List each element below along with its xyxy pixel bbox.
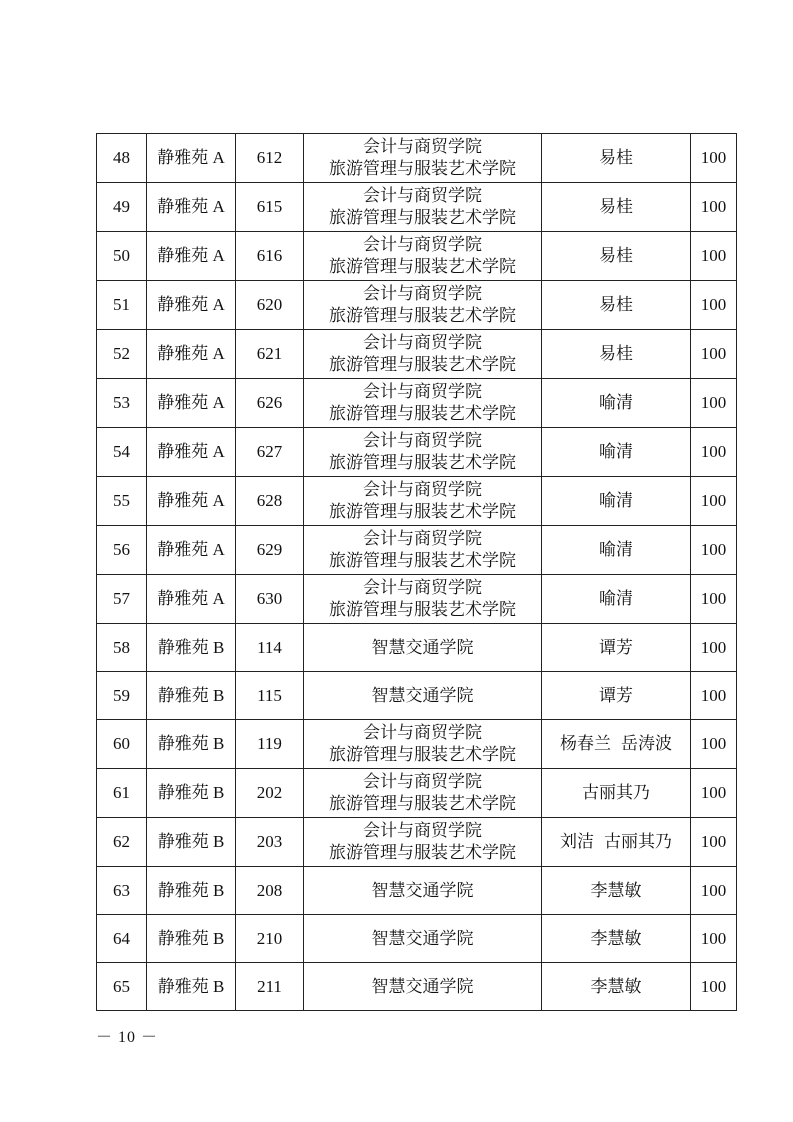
manager-name: 刘洁 — [560, 832, 594, 851]
room-number: 615 — [256, 197, 283, 216]
room-number: 630 — [256, 589, 283, 608]
building-cell — [147, 915, 236, 963]
dormitory-score-table — [96, 133, 737, 1011]
manager-cell — [542, 477, 691, 526]
manager-cell — [542, 672, 691, 720]
college-name: 会计与商贸学院 — [363, 333, 482, 352]
building-name: 静雅苑 B — [157, 637, 225, 657]
row-number: 57 — [113, 589, 130, 608]
building-cell — [147, 232, 236, 281]
room-cell — [236, 281, 304, 330]
row-number: 59 — [113, 685, 130, 705]
college-name: 旅游管理与服装艺术学院 — [329, 502, 516, 521]
row-number-cell — [97, 769, 147, 818]
manager-name: 喻清 — [599, 589, 633, 608]
building-name: 静雅苑 A — [157, 442, 225, 461]
score-cell — [691, 134, 737, 183]
score-cell — [691, 818, 737, 867]
table-row — [97, 575, 737, 624]
table-row — [97, 672, 737, 720]
building-cell — [147, 818, 236, 867]
building-cell — [147, 281, 236, 330]
row-number-cell — [97, 818, 147, 867]
manager-cell — [542, 526, 691, 575]
row-number: 50 — [113, 246, 130, 265]
room-cell — [236, 915, 304, 963]
row-number: 48 — [113, 148, 130, 167]
table-row — [97, 720, 737, 769]
score-value: 100 — [700, 832, 727, 851]
building-cell — [147, 379, 236, 428]
building-cell — [147, 720, 236, 769]
room-cell — [236, 818, 304, 867]
college-cell — [304, 818, 542, 867]
building-cell — [147, 526, 236, 575]
row-number: 56 — [113, 540, 130, 559]
table-row — [97, 477, 737, 526]
manager-name: 喻清 — [599, 540, 633, 559]
table-row — [97, 963, 737, 1011]
room-number: 627 — [256, 442, 283, 461]
room-cell — [236, 575, 304, 624]
college-name: 智慧交通学院 — [371, 637, 474, 657]
building-name: 静雅苑 A — [157, 344, 225, 363]
building-name: 静雅苑 B — [157, 976, 225, 996]
room-number: 210 — [256, 928, 283, 948]
score-value: 100 — [700, 344, 727, 363]
college-name: 会计与商贸学院 — [363, 821, 482, 840]
building-name: 静雅苑 A — [157, 589, 225, 608]
college-name: 会计与商贸学院 — [363, 431, 482, 450]
score-value: 100 — [700, 734, 727, 753]
college-cell — [304, 963, 542, 1011]
manager-name: 古丽其乃 — [582, 783, 650, 802]
table-row — [97, 624, 737, 672]
room-cell — [236, 183, 304, 232]
manager-name: 古丽其乃 — [604, 832, 672, 851]
room-cell — [236, 867, 304, 915]
room-number: 203 — [256, 832, 283, 851]
manager-cell — [542, 624, 691, 672]
row-number: 55 — [113, 491, 130, 510]
building-name: 静雅苑 B — [157, 734, 225, 753]
college-name: 旅游管理与服装艺术学院 — [329, 355, 516, 374]
building-cell — [147, 330, 236, 379]
score-cell — [691, 281, 737, 330]
building-cell — [147, 672, 236, 720]
college-name: 会计与商贸学院 — [363, 186, 482, 205]
score-value: 100 — [700, 637, 727, 657]
score-cell — [691, 672, 737, 720]
manager-cell — [542, 183, 691, 232]
manager-name: 喻清 — [599, 491, 633, 510]
row-number: 61 — [113, 783, 130, 802]
manager-cell — [542, 232, 691, 281]
room-number: 612 — [256, 148, 283, 167]
building-name: 静雅苑 B — [157, 880, 225, 900]
row-number: 49 — [113, 197, 130, 216]
score-cell — [691, 477, 737, 526]
college-name: 会计与商贸学院 — [363, 723, 482, 742]
row-number-cell — [97, 963, 147, 1011]
building-name: 静雅苑 B — [157, 685, 225, 705]
score-cell — [691, 769, 737, 818]
score-value: 100 — [700, 246, 727, 265]
row-number-cell — [97, 624, 147, 672]
room-cell — [236, 624, 304, 672]
row-number-cell — [97, 379, 147, 428]
building-cell — [147, 183, 236, 232]
manager-cell — [542, 867, 691, 915]
college-name: 旅游管理与服装艺术学院 — [329, 159, 516, 178]
room-number: 208 — [256, 880, 283, 900]
row-number: 52 — [113, 344, 130, 363]
college-name: 旅游管理与服装艺术学院 — [329, 843, 516, 862]
room-cell — [236, 232, 304, 281]
college-name: 旅游管理与服装艺术学院 — [329, 745, 516, 764]
table-body — [97, 134, 737, 1011]
college-name: 旅游管理与服装艺术学院 — [329, 257, 516, 276]
college-cell — [304, 624, 542, 672]
building-cell — [147, 624, 236, 672]
room-number: 115 — [257, 685, 282, 705]
college-name: 会计与商贸学院 — [363, 480, 482, 499]
table-row — [97, 769, 737, 818]
college-name: 会计与商贸学院 — [363, 382, 482, 401]
college-cell — [304, 769, 542, 818]
row-number: 62 — [113, 832, 130, 851]
college-cell — [304, 526, 542, 575]
row-number-cell — [97, 183, 147, 232]
score-value: 100 — [700, 148, 727, 167]
building-name: 静雅苑 B — [157, 928, 225, 948]
room-cell — [236, 720, 304, 769]
table-row — [97, 526, 737, 575]
score-value: 100 — [700, 442, 727, 461]
score-cell — [691, 575, 737, 624]
room-number: 114 — [257, 637, 282, 657]
table-row — [97, 134, 737, 183]
row-number-cell — [97, 720, 147, 769]
score-cell — [691, 720, 737, 769]
building-name: 静雅苑 A — [157, 295, 225, 314]
building-name: 静雅苑 B — [157, 783, 225, 802]
table-row — [97, 281, 737, 330]
college-cell — [304, 575, 542, 624]
manager-cell — [542, 134, 691, 183]
manager-name: 李慧敏 — [590, 928, 642, 948]
score-cell — [691, 867, 737, 915]
table-row — [97, 428, 737, 477]
building-name: 静雅苑 B — [157, 832, 225, 851]
page-number: － 10 － — [96, 1029, 159, 1046]
building-name: 静雅苑 A — [157, 246, 225, 265]
college-cell — [304, 183, 542, 232]
manager-name: 易桂 — [599, 246, 633, 265]
manager-name: 易桂 — [599, 295, 633, 314]
manager-name: 易桂 — [599, 197, 633, 216]
college-name: 会计与商贸学院 — [363, 529, 482, 548]
manager-cell — [542, 963, 691, 1011]
college-name: 旅游管理与服装艺术学院 — [329, 404, 516, 423]
score-cell — [691, 379, 737, 428]
building-name: 静雅苑 A — [157, 148, 225, 167]
score-value: 100 — [700, 685, 727, 705]
room-number: 628 — [256, 491, 283, 510]
room-cell — [236, 330, 304, 379]
room-cell — [236, 477, 304, 526]
room-number: 620 — [256, 295, 283, 314]
score-cell — [691, 624, 737, 672]
building-cell — [147, 867, 236, 915]
row-number-cell — [97, 477, 147, 526]
manager-cell — [542, 330, 691, 379]
score-cell — [691, 963, 737, 1011]
score-cell — [691, 915, 737, 963]
building-cell — [147, 575, 236, 624]
manager-name: 岳涛波 — [621, 734, 672, 753]
row-number-cell — [97, 526, 147, 575]
college-name: 会计与商贸学院 — [363, 772, 482, 791]
manager-name: 杨春兰 — [560, 734, 611, 753]
room-cell — [236, 769, 304, 818]
score-cell — [691, 232, 737, 281]
score-value: 100 — [700, 197, 727, 216]
table-row — [97, 232, 737, 281]
room-cell — [236, 672, 304, 720]
college-name: 会计与商贸学院 — [363, 235, 482, 254]
college-name: 旅游管理与服装艺术学院 — [329, 208, 516, 227]
row-number: 65 — [113, 976, 130, 996]
building-name: 静雅苑 A — [157, 491, 225, 510]
table-row — [97, 330, 737, 379]
row-number-cell — [97, 428, 147, 477]
building-cell — [147, 134, 236, 183]
score-value: 100 — [700, 589, 727, 608]
building-cell — [147, 477, 236, 526]
score-cell — [691, 526, 737, 575]
row-number: 54 — [113, 442, 130, 461]
manager-name: 谭芳 — [599, 685, 633, 705]
row-number-cell — [97, 232, 147, 281]
score-value: 100 — [700, 491, 727, 510]
room-cell — [236, 134, 304, 183]
manager-cell — [542, 281, 691, 330]
college-name: 智慧交通学院 — [371, 685, 474, 705]
room-cell — [236, 428, 304, 477]
building-cell — [147, 769, 236, 818]
manager-name: 喻清 — [599, 442, 633, 461]
college-cell — [304, 672, 542, 720]
college-name: 旅游管理与服装艺术学院 — [329, 794, 516, 813]
room-number: 616 — [256, 246, 283, 265]
building-name: 静雅苑 A — [157, 197, 225, 216]
college-cell — [304, 281, 542, 330]
table-row — [97, 867, 737, 915]
college-cell — [304, 232, 542, 281]
building-name: 静雅苑 A — [157, 393, 225, 412]
table-row — [97, 915, 737, 963]
college-name: 智慧交通学院 — [371, 976, 474, 996]
row-number-cell — [97, 672, 147, 720]
room-cell — [236, 526, 304, 575]
college-cell — [304, 720, 542, 769]
room-number: 629 — [256, 540, 283, 559]
manager-cell — [542, 575, 691, 624]
room-number: 626 — [256, 393, 283, 412]
manager-cell — [542, 428, 691, 477]
room-cell — [236, 379, 304, 428]
manager-name: 易桂 — [599, 148, 633, 167]
manager-cell — [542, 769, 691, 818]
row-number-cell — [97, 281, 147, 330]
college-name: 会计与商贸学院 — [363, 137, 482, 156]
manager-name: 谭芳 — [599, 637, 633, 657]
manager-cell — [542, 818, 691, 867]
row-number-cell — [97, 575, 147, 624]
row-number: 53 — [113, 393, 130, 412]
college-cell — [304, 330, 542, 379]
score-value: 100 — [700, 880, 727, 900]
room-number: 119 — [257, 734, 282, 753]
college-cell — [304, 915, 542, 963]
college-cell — [304, 379, 542, 428]
score-value: 100 — [700, 295, 727, 314]
manager-name: 喻清 — [599, 393, 633, 412]
row-number: 60 — [113, 734, 130, 753]
manager-name: 李慧敏 — [590, 976, 642, 996]
score-value: 100 — [700, 540, 727, 559]
college-name: 智慧交通学院 — [371, 880, 474, 900]
row-number: 64 — [113, 928, 130, 948]
row-number-cell — [97, 134, 147, 183]
room-cell — [236, 963, 304, 1011]
score-value: 100 — [700, 976, 727, 996]
college-name: 会计与商贸学院 — [363, 284, 482, 303]
room-number: 211 — [257, 976, 282, 996]
college-name: 旅游管理与服装艺术学院 — [329, 453, 516, 472]
building-cell — [147, 963, 236, 1011]
building-cell — [147, 428, 236, 477]
row-number-cell — [97, 330, 147, 379]
college-name: 旅游管理与服装艺术学院 — [329, 551, 516, 570]
score-cell — [691, 428, 737, 477]
row-number: 63 — [113, 880, 130, 900]
table-row — [97, 818, 737, 867]
row-number-cell — [97, 867, 147, 915]
room-number: 621 — [256, 344, 283, 363]
score-cell — [691, 330, 737, 379]
manager-name: 李慧敏 — [590, 880, 642, 900]
row-number-cell — [97, 915, 147, 963]
table-row — [97, 183, 737, 232]
score-cell — [691, 183, 737, 232]
college-cell — [304, 867, 542, 915]
manager-cell — [542, 915, 691, 963]
building-name: 静雅苑 A — [157, 540, 225, 559]
table-row — [97, 379, 737, 428]
college-cell — [304, 134, 542, 183]
score-value: 100 — [700, 393, 727, 412]
manager-name: 易桂 — [599, 344, 633, 363]
row-number: 58 — [113, 637, 130, 657]
college-cell — [304, 428, 542, 477]
college-name: 智慧交通学院 — [371, 928, 474, 948]
college-name: 会计与商贸学院 — [363, 578, 482, 597]
college-name: 旅游管理与服装艺术学院 — [329, 306, 516, 325]
row-number: 51 — [113, 295, 130, 314]
manager-cell — [542, 720, 691, 769]
college-cell — [304, 477, 542, 526]
manager-cell — [542, 379, 691, 428]
room-number: 202 — [256, 783, 283, 802]
score-value: 100 — [700, 783, 727, 802]
college-name: 旅游管理与服装艺术学院 — [329, 600, 516, 619]
score-value: 100 — [700, 928, 727, 948]
